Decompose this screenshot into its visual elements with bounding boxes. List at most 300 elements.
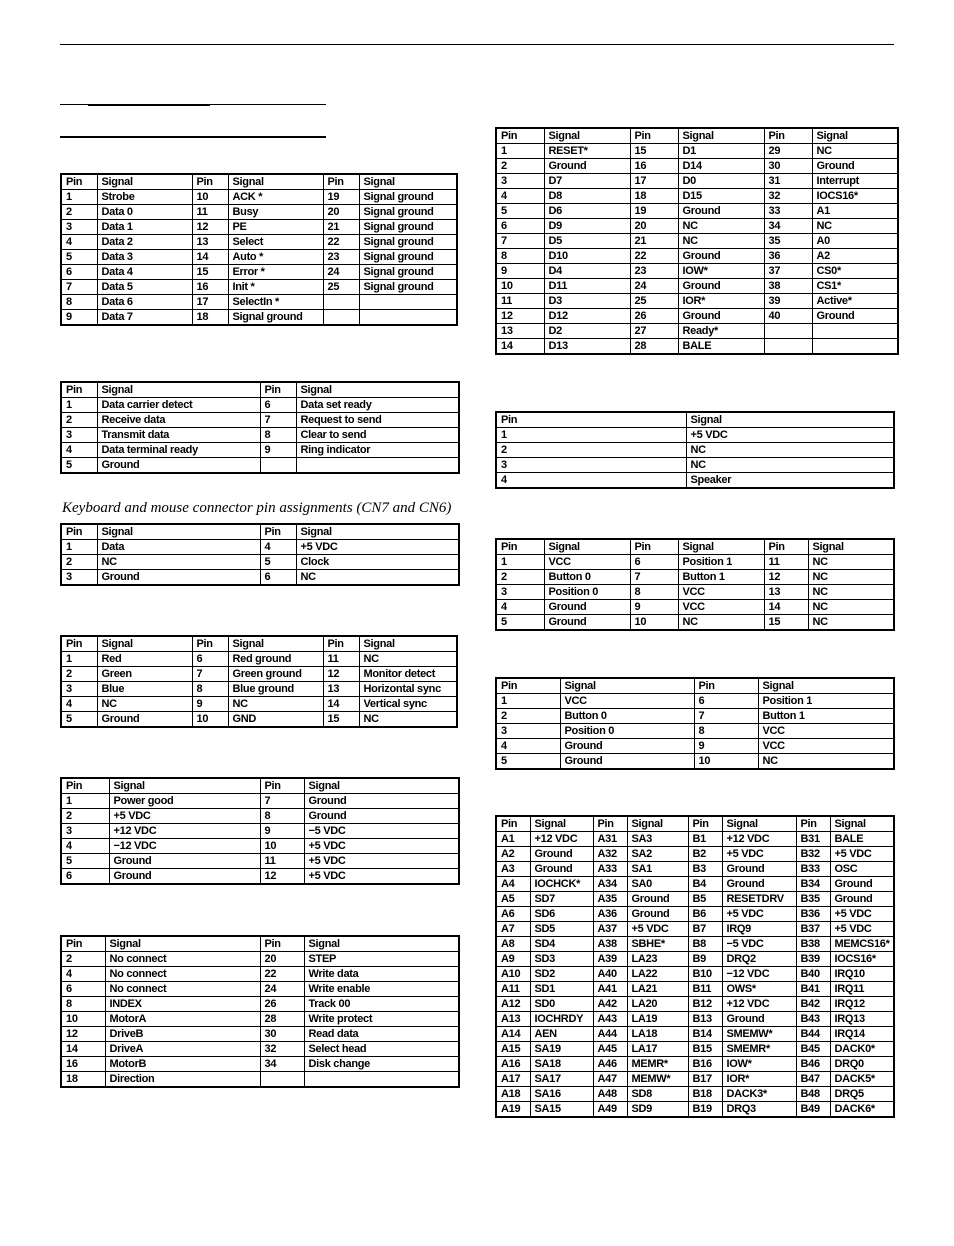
pin-number-cell: 28 [260,1012,304,1027]
pin-number-cell: 4 [61,697,97,712]
pin-number-cell: 30 [764,159,812,174]
pin-number-cell: B35 [796,892,830,907]
pin-number-cell [260,1072,304,1088]
title-underline-rule-2 [60,104,326,105]
table-row [496,847,894,862]
signal-name-cell: Ground [678,309,764,324]
table-row [61,794,459,809]
signal-name-cell: NC [678,234,764,249]
pin-number-cell: 2 [61,809,109,824]
signal-name-cell: −5 VDC [722,937,796,952]
pin-number-cell: 14 [764,600,808,615]
signal-name-cell: D9 [544,219,630,234]
table-row [61,869,459,885]
pin-number-cell: A10 [496,967,530,982]
pin-number-cell: A31 [593,832,627,847]
pin-number-cell: 9 [630,600,678,615]
pin-number-cell: A8 [496,937,530,952]
signal-name-cell: NC [678,615,764,631]
pin-number-cell: 13 [323,682,359,697]
signal-name-cell: D0 [678,174,764,189]
table-row [61,458,459,474]
header-signal: Signal [678,128,764,144]
pin-number-cell: 19 [630,204,678,219]
pin-number-cell: 14 [496,339,544,355]
signal-name-cell: Data [97,540,260,555]
signal-name-cell: INDEX [105,997,260,1012]
signal-name-cell: Ground [97,458,260,474]
signal-name-cell: D11 [544,279,630,294]
pin-number-cell: A16 [496,1057,530,1072]
signal-name-cell: MEMR* [627,1057,688,1072]
table-row [61,1057,459,1072]
pin-number-cell: A42 [593,997,627,1012]
pin-number-cell: 32 [764,189,812,204]
pin-number-cell: 2 [496,709,560,724]
signal-name-cell: RESETDRV [722,892,796,907]
signal-name-cell: Ground [722,862,796,877]
pin-number-cell: 5 [260,555,296,570]
pin-number-cell: 24 [630,279,678,294]
signal-name-cell: VCC [678,600,764,615]
signal-name-cell: Signal ground [359,190,457,205]
pin-number-cell: 9 [260,824,304,839]
table-row [61,824,459,839]
signal-name-cell: NC [808,585,894,600]
pin-number-cell: 16 [192,280,228,295]
signal-name-cell: Write protect [304,1012,459,1027]
table-header-row [61,174,457,190]
table-row [61,190,457,205]
signal-name-cell: +5 VDC [109,809,260,824]
pin-number-cell: 4 [61,443,97,458]
pin-number-cell: 23 [323,250,359,265]
signal-name-cell: Ground [560,739,694,754]
table-row [61,809,459,824]
pin-number-cell: 6 [61,265,97,280]
table-row [496,570,894,585]
signal-name-cell: −12 VDC [722,967,796,982]
section-rule [60,136,326,138]
pin-number-cell: A11 [496,982,530,997]
pin-number-cell: 9 [260,443,296,458]
table-header-row [61,524,459,540]
signal-name-cell: SD6 [530,907,593,922]
signal-name-cell: A2 [812,249,898,264]
signal-name-cell: VCC [560,694,694,709]
pin-number-cell: 29 [764,144,812,159]
pin-number-cell: 3 [61,682,97,697]
pin-number-cell: 3 [496,174,544,189]
table-row [61,443,459,458]
signal-name-cell: Ground [678,279,764,294]
pin-number-cell: A39 [593,952,627,967]
table-row [496,907,894,922]
table-row [496,174,898,189]
signal-name-cell: IOCHCK* [530,877,593,892]
pin-number-cell: 27 [630,324,678,339]
table-row [61,265,457,280]
table-row [61,205,457,220]
pin-number-cell: B5 [688,892,722,907]
pin-number-cell: 12 [192,220,228,235]
table-row [496,324,898,339]
signal-name-cell: Clock [296,555,459,570]
signal-name-cell: Ground [722,877,796,892]
pin-number-cell: 2 [61,205,97,220]
pin-number-cell: 37 [764,264,812,279]
ide-connector-pin-table [495,127,899,355]
table-row [61,952,459,967]
table-row [61,839,459,854]
pin-number-cell: 10 [192,190,228,205]
pin-number-cell [260,458,296,474]
pin-number-cell: 24 [260,982,304,997]
signal-name-cell: AEN [530,1027,593,1042]
pin-number-cell: 34 [260,1057,304,1072]
signal-name-cell: D2 [544,324,630,339]
header-signal: Signal [105,936,260,952]
pin-number-cell: B32 [796,847,830,862]
pin-number-cell: 3 [496,724,560,739]
signal-name-cell: MotorA [105,1012,260,1027]
signal-name-cell: Ground [544,600,630,615]
signal-name-cell: Position 0 [560,724,694,739]
signal-name-cell: NC [808,570,894,585]
signal-name-cell: +5 VDC [296,540,459,555]
header-pin: Pin [688,816,722,832]
pin-number-cell: A36 [593,907,627,922]
header-pin: Pin [764,539,808,555]
header-pin: Pin [61,636,97,652]
signal-name-cell: DRQ3 [722,1102,796,1118]
pin-number-cell: 28 [630,339,678,355]
signal-name-cell: D4 [544,264,630,279]
pin-number-cell: B4 [688,877,722,892]
pin-number-cell: 12 [61,1027,105,1042]
signal-name-cell: Active* [812,294,898,309]
pin-number-cell: 1 [61,540,97,555]
pin-number-cell: 22 [630,249,678,264]
pin-number-cell: 25 [323,280,359,295]
pin-number-cell: A40 [593,967,627,982]
signal-name-cell: ACK * [228,190,323,205]
signal-name-cell: IOW* [678,264,764,279]
pin-number-cell: 8 [496,249,544,264]
signal-name-cell: Ground [530,847,593,862]
header-signal: Signal [228,636,323,652]
pin-number-cell: 18 [192,310,228,326]
table-header-row [61,936,459,952]
keyboard-table-caption: Keyboard and mouse connector pin assignments (CN7 and CN6) [62,500,452,516]
pin-number-cell: B38 [796,937,830,952]
pin-number-cell: 9 [61,310,97,326]
signal-name-cell: OWS* [722,982,796,997]
signal-name-cell: VCC [544,555,630,570]
pin-number-cell: 1 [496,694,560,709]
signal-name-cell: NC [812,219,898,234]
pin-number-cell: A17 [496,1072,530,1087]
signal-name-cell: DriveA [105,1042,260,1057]
pin-number-cell: A19 [496,1102,530,1118]
pin-number-cell: A44 [593,1027,627,1042]
pin-number-cell: 1 [496,555,544,570]
pin-number-cell: 11 [496,294,544,309]
pin-number-cell: 9 [496,264,544,279]
header-pin: Pin [61,524,97,540]
signal-name-cell: Write data [304,967,459,982]
signal-name-cell: VCC [758,724,894,739]
signal-name-cell: SD0 [530,997,593,1012]
signal-name-cell: A0 [812,234,898,249]
table-row [496,832,894,847]
signal-name-cell: Position 1 [678,555,764,570]
signal-name-cell: SA15 [530,1102,593,1118]
table-row [496,189,898,204]
signal-name-cell: Ground [627,892,688,907]
signal-name-cell: +5 VDC [304,854,459,869]
header-pin: Pin [61,778,109,794]
table-row [496,967,894,982]
signal-name-cell: Signal ground [359,205,457,220]
signal-name-cell: DACK3* [722,1087,796,1102]
pin-number-cell: A7 [496,922,530,937]
signal-name-cell: Track 00 [304,997,459,1012]
header-pin: Pin [796,816,830,832]
signal-name-cell: DRQ5 [830,1087,894,1102]
table-row [496,159,898,174]
header-pin: Pin [323,174,359,190]
pin-number-cell: 8 [694,724,758,739]
pin-number-cell: B6 [688,907,722,922]
pin-number-cell: 12 [260,869,304,885]
pin-number-cell: 6 [61,982,105,997]
header-signal: Signal [359,174,457,190]
pin-number-cell: 8 [260,809,304,824]
signal-name-cell: Horizontal sync [359,682,457,697]
table-row [496,204,898,219]
signal-name-cell: Ground [530,862,593,877]
signal-name-cell: SD9 [627,1102,688,1118]
pin-number-cell: 25 [630,294,678,309]
pin-number-cell: 11 [192,205,228,220]
pin-number-cell [764,339,812,355]
signal-name-cell: Data 4 [97,265,192,280]
pin-number-cell: 7 [260,794,304,809]
signal-name-cell: Button 0 [544,570,630,585]
signal-name-cell [359,310,457,326]
pin-number-cell: 7 [694,709,758,724]
pin-number-cell: 6 [61,869,109,885]
pin-number-cell: 13 [192,235,228,250]
signal-name-cell: CS0* [812,264,898,279]
signal-name-cell [359,295,457,310]
pin-number-cell: 7 [260,413,296,428]
signal-name-cell: GND [228,712,323,728]
table-row [61,997,459,1012]
signal-name-cell: Transmit data [97,428,260,443]
table-header-row [496,539,894,555]
signal-name-cell: Signal ground [359,220,457,235]
signal-name-cell: MEMW* [627,1072,688,1087]
table-row [496,279,898,294]
pin-number-cell: B3 [688,862,722,877]
signal-name-cell: SD5 [530,922,593,937]
pin-number-cell: 1 [61,398,97,413]
floppy-connector-pin-table [60,935,460,1088]
pin-number-cell: 2 [61,413,97,428]
pin-number-cell: 12 [764,570,808,585]
pin-number-cell: 16 [630,159,678,174]
table-row [496,997,894,1012]
signal-name-cell: Red [97,652,192,667]
header-signal: Signal [686,412,894,428]
pin-number-cell: 5 [496,204,544,219]
pin-number-cell: 5 [61,854,109,869]
pin-number-cell: 4 [496,473,686,489]
pin-number-cell: 4 [496,600,544,615]
signal-name-cell: NC [686,443,894,458]
pin-number-cell [323,295,359,310]
pin-number-cell: B14 [688,1027,722,1042]
signal-name-cell: +12 VDC [722,997,796,1012]
header-pin: Pin [496,678,560,694]
pin-number-cell: 24 [323,265,359,280]
signal-name-cell: LA21 [627,982,688,997]
signal-name-cell: D5 [544,234,630,249]
signal-name-cell: Error * [228,265,323,280]
pin-number-cell: 11 [764,555,808,570]
pin-number-cell: 1 [496,144,544,159]
pin-number-cell: B16 [688,1057,722,1072]
header-pin: Pin [260,524,296,540]
table-row [61,235,457,250]
signal-name-cell: +5 VDC [722,907,796,922]
signal-name-cell: Blue [97,682,192,697]
header-signal: Signal [812,128,898,144]
pin-number-cell: A5 [496,892,530,907]
pin-number-cell: A4 [496,877,530,892]
pin-number-cell: 15 [630,144,678,159]
signal-name-cell: BALE [830,832,894,847]
signal-name-cell: IOR* [678,294,764,309]
table-row [496,877,894,892]
table-row [496,982,894,997]
signal-name-cell: RESET* [544,144,630,159]
header-pin: Pin [260,778,304,794]
signal-name-cell: IOCS16* [812,189,898,204]
pin-number-cell: 21 [323,220,359,235]
signal-name-cell: Data 3 [97,250,192,265]
signal-name-cell: PE [228,220,323,235]
keyboard-mouse-pin-table [60,523,460,586]
pin-number-cell: 39 [764,294,812,309]
pin-number-cell: A45 [593,1042,627,1057]
pin-number-cell: 19 [323,190,359,205]
pin-number-cell: 3 [61,428,97,443]
signal-name-cell: DACK5* [830,1072,894,1087]
pin-number-cell: 1 [61,190,97,205]
header-signal: Signal [97,636,192,652]
pin-number-cell: 34 [764,219,812,234]
signal-name-cell: Ground [109,869,260,885]
table-row [61,310,457,326]
pin-number-cell: 35 [764,234,812,249]
signal-name-cell: Signal ground [359,265,457,280]
signal-name-cell: NC [228,697,323,712]
header-pin: Pin [61,936,105,952]
pin-number-cell: 8 [192,682,228,697]
table-row [496,219,898,234]
header-pin: Pin [630,128,678,144]
table-row [496,862,894,877]
pin-number-cell: 26 [260,997,304,1012]
signal-name-cell: IRQ9 [722,922,796,937]
signal-name-cell: Ground [304,794,459,809]
signal-name-cell: Ground [627,907,688,922]
signal-name-cell: SBHE* [627,937,688,952]
signal-name-cell: Ground [544,159,630,174]
pin-number-cell: B46 [796,1057,830,1072]
pin-number-cell: A34 [593,877,627,892]
pin-number-cell: 7 [61,280,97,295]
signal-name-cell: NC [359,712,457,728]
signal-name-cell: DriveB [105,1027,260,1042]
signal-name-cell: SD7 [530,892,593,907]
pin-number-cell: 13 [764,585,808,600]
header-signal: Signal [758,678,894,694]
signal-name-cell: NC [296,570,459,586]
pin-number-cell: 15 [323,712,359,728]
pin-number-cell: B15 [688,1042,722,1057]
header-signal: Signal [359,636,457,652]
pin-number-cell: A2 [496,847,530,862]
pin-number-cell: 20 [323,205,359,220]
pin-number-cell: 8 [260,428,296,443]
signal-name-cell: Init * [228,280,323,295]
table-header-row [496,128,898,144]
header-signal: Signal [97,524,260,540]
signal-name-cell: Data terminal ready [97,443,260,458]
table-row [496,754,894,770]
signal-name-cell: SD8 [627,1087,688,1102]
pin-number-cell: A3 [496,862,530,877]
signal-name-cell: Strobe [97,190,192,205]
signal-name-cell: MotorB [105,1057,260,1072]
table-header-row [496,412,894,428]
pin-number-cell: 1 [61,652,97,667]
pin-number-cell: 2 [496,570,544,585]
header-signal: Signal [530,816,593,832]
pin-number-cell: A6 [496,907,530,922]
serial-port-pin-table [60,381,460,474]
signal-name-cell: NC [808,555,894,570]
signal-name-cell: IRQ11 [830,982,894,997]
pin-number-cell: 6 [496,219,544,234]
vga-connector-pin-table [60,635,458,728]
signal-name-cell: SD3 [530,952,593,967]
table-row [61,967,459,982]
header-signal: Signal [109,778,260,794]
table-row [496,694,894,709]
signal-name-cell: Button 1 [758,709,894,724]
signal-name-cell [304,1072,459,1088]
pin-number-cell: 4 [496,739,560,754]
signal-name-cell: NC [812,144,898,159]
signal-name-cell: Ground [544,615,630,631]
header-pin: Pin [496,816,530,832]
table-row [496,1027,894,1042]
